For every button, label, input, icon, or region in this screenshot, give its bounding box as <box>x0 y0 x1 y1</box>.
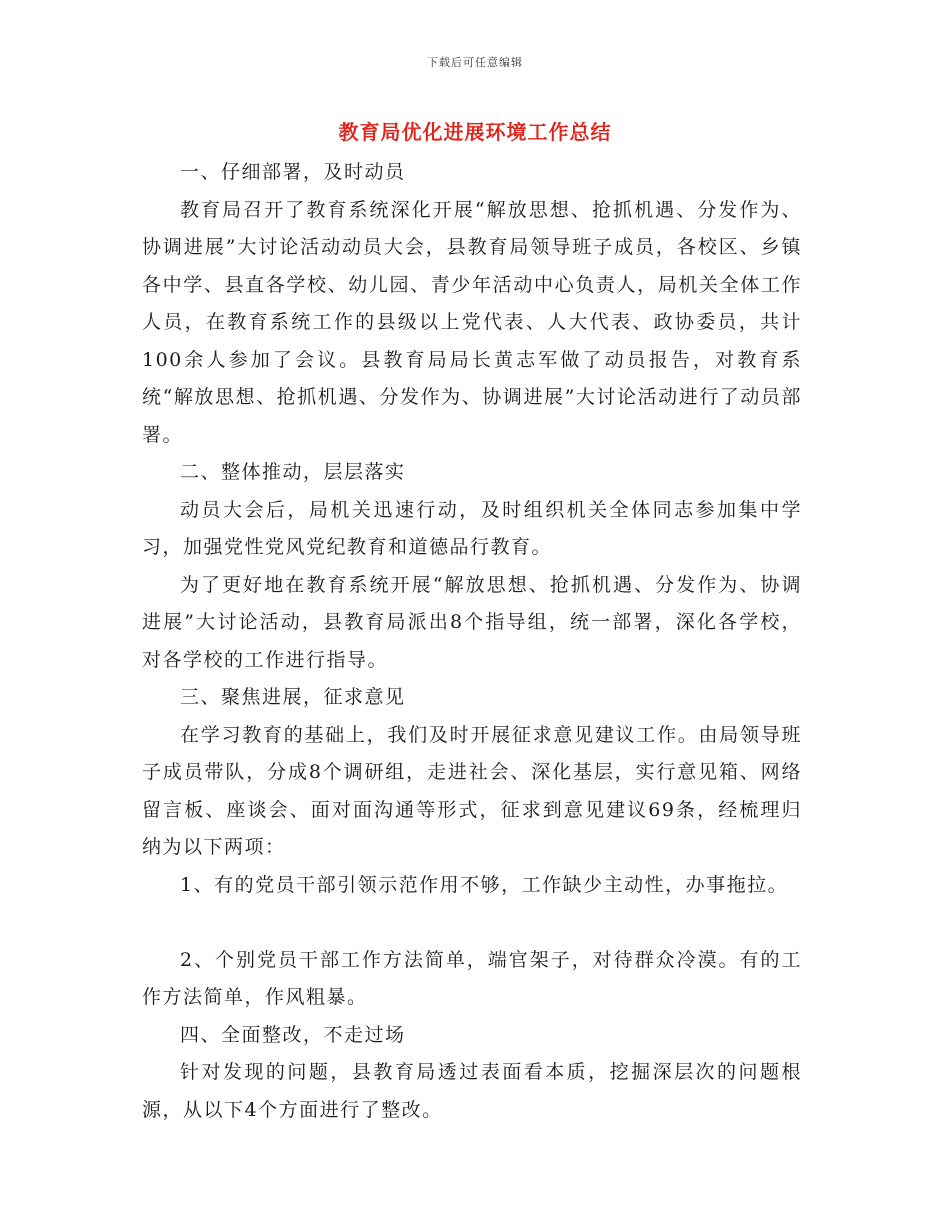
section-2-paragraph-1: 动员大会后，局机关迅速行动，及时组织机关全体同志参加集中学习，加强党性党风党纪教育和道德品行教育。 <box>142 498 802 558</box>
section-2-paragraph-2: 为了更好地在教育系统开展“解放思想、抢抓机遇、分发作为、协调进展”大讨论活动，县教育局派出8个指导组，统一部署，深化各学校，对各学校的工作进行指导。 <box>142 573 802 671</box>
list-item-2: 2、个别党员干部工作方法简单，端官架子，对待群众冷漠。有的工作方法简单，作风粗暴。 <box>142 948 802 1008</box>
download-note: 下载后可任意编辑 <box>427 56 523 69</box>
section-3-paragraph-1: 在学习教育的基础上，我们及时开展征求意见建议工作。由局领导班子成员带队，分成8个调研组，走进社会、深化基层，实行意见箱、网络留言板、座谈会、面对面沟通等形式，征求到意见建议69条，经梳理归纳为以下两项： <box>142 723 802 858</box>
section-heading-3: 三、聚焦进展，征求意见 <box>180 686 406 708</box>
section-heading-4: 四、全面整改，不走过场 <box>180 1023 406 1046</box>
document-body <box>142 154 802 1129</box>
section-1-paragraph-1: 教育局召开了教育系统深化开展“解放思想、抢抓机遇、分发作为、协调进展”大讨论活动动员大会，县教育局领导班子成员，各校区、乡镇各中学、县直各学校、幼儿园、青少年活动中心负责人，局机关全体工作人员，在教育系统工作的县级以上党代表、人大代表、政协委员，共计100余人参加了会议。县教育局局长黄志军做了动员报告，对教育系统“解放思想、抢抓机遇、分发作为、协调进展”大讨论活动进行了动员部署。 <box>142 198 802 446</box>
document-title: 教育局优化进展环境工作总结 <box>338 120 612 144</box>
section-heading-1: 一、仔细部署，及时动员 <box>180 161 406 183</box>
spacer <box>142 904 802 942</box>
section-4-paragraph-1: 针对发现的问题，县教育局透过表面看本质，挖掘深层次的问题根源，从以下4个方面进行了整改。 <box>142 1061 802 1121</box>
section-heading-2: 二、整体推动，层层落实 <box>180 461 406 483</box>
list-item-1: 1、有的党员干部引领示范作用不够，工作缺少主动性，办事拖拉。 <box>180 873 789 896</box>
